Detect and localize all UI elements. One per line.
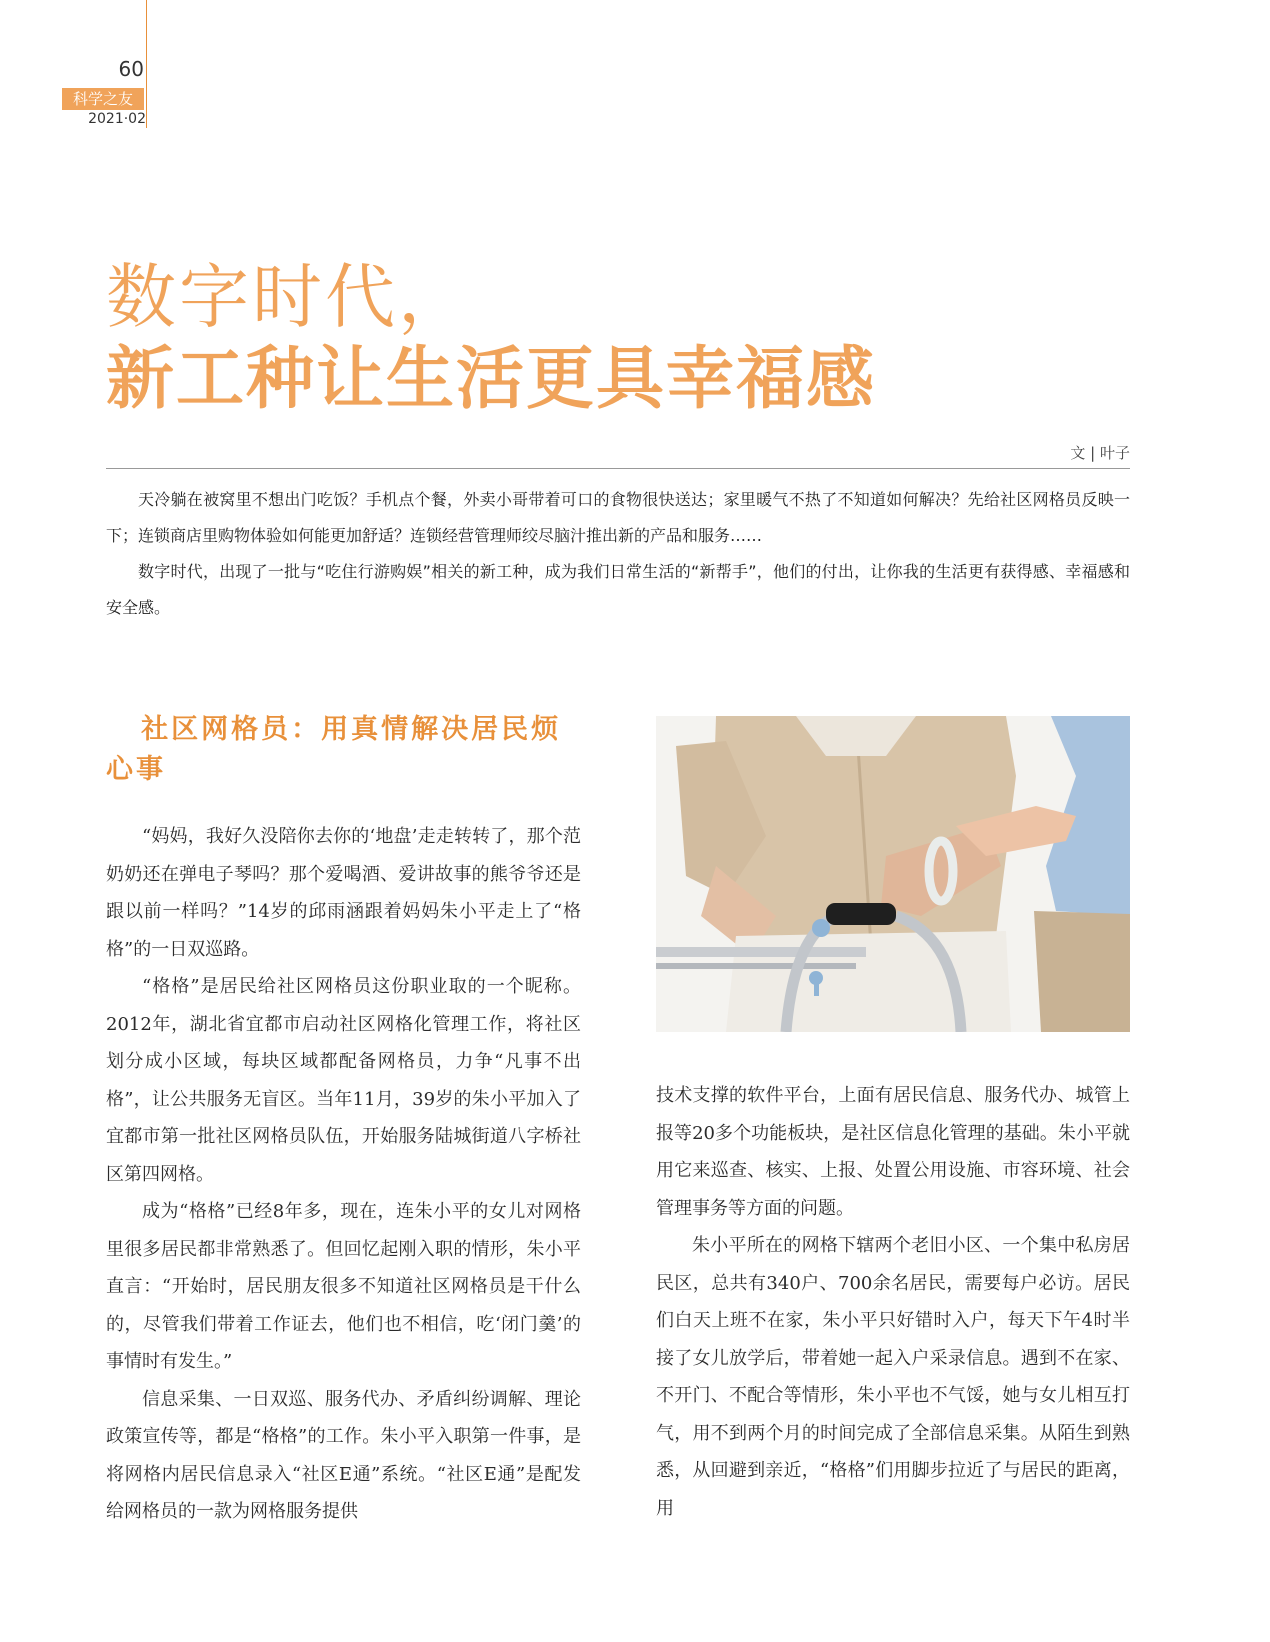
page-number: 60: [118, 57, 144, 81]
article-title-line2: 新工种让生活更具幸福感: [106, 340, 877, 419]
left-column: [106, 818, 581, 1531]
header-divider: [146, 0, 147, 128]
byline: 文 | 叶子: [1070, 444, 1130, 462]
walker-care-illustration: [656, 716, 1130, 1032]
issue-label: 2021·02: [88, 111, 146, 127]
intro-paragraph: 天冷躺在被窝里不想出门吃饭？手机点个餐，外卖小哥带着可口的食物很快送达；家里暖气不热了不知道如何解决？先给社区网格员反映一下；连锁商店里购物体验如何能更加舒适？连锁经营管理师绞尽脑汁推出新的产品和服务……: [106, 490, 1130, 545]
section-title: 社区网格员：用真情解决居民烦心事: [106, 714, 562, 785]
body-paragraph: 信息采集、一日双巡、服务代办、矛盾纠纷调解、理论政策宣传等，都是“格格”的工作。朱小平入职第一件事，是将网格内居民信息录入“社区E通”系统。“社区E通”是配发给网格员的一款为网格服务提供: [106, 1388, 581, 1522]
body-paragraph: 朱小平所在的网格下辖两个老旧小区、一个集中私房居民区，总共有340户、700余名居民，需要每户必访。居民们白天上班不在家，朱小平只好错时入户，每天下午4时半接了女儿放学后，带着她一起入户采录信息。遇到不在家、不开门、不配合等情形，朱小平也不气馁，她与女儿相互打气，用不到两个月的时间完成了全部信息采集。从陌生到熟悉，从回避到亲近，“格格”们用脚步拉近了与居民的距离，用: [656, 1235, 1130, 1519]
magazine-name-badge: 科学之友: [62, 88, 144, 110]
article-photo: [656, 716, 1130, 1032]
intro-rule: [106, 468, 1130, 469]
article-intro: [106, 482, 1130, 626]
article-title-line1: 数字时代，: [106, 256, 471, 338]
right-column: [656, 1077, 1130, 1527]
body-paragraph: “格格”是居民给社区网格员这份职业取的一个昵称。2012年，湖北省宜都市启动社区网格化管理工作，将社区划分成小区域，每块区域都配备网格员，力争“凡事不出格”，让公共服务无盲区。当年11月，39岁的朱小平加入了宜都市第一批社区网格员队伍，开始服务陆城街道八字桥社区第四网格。: [106, 976, 581, 1185]
body-paragraph: “妈妈，我好久没陪你去你的‘地盘’走走转转了，那个范奶奶还在弹电子琴吗？那个爱喝酒、爱讲故事的熊爷爷还是跟以前一样吗？”14岁的邱雨涵跟着妈妈朱小平走上了“格格”的一日双巡路。: [106, 826, 581, 960]
body-paragraph-continued: 技术支撑的软件平台，上面有居民信息、服务代办、城管上报等20多个功能板块，是社区信息化管理的基础。朱小平就用它来巡查、核实、上报、处置公用设施、市容环境、社会管理事务等方面的问题。: [656, 1085, 1130, 1219]
body-paragraph: 成为“格格”已经8年多，现在，连朱小平的女儿对网格里很多居民都非常熟悉了。但回忆起刚入职的情形，朱小平直言：“开始时，居民朋友很多不知道社区网格员是干什么的，尽管我们带着工作证去，他们也不相信，吃‘闭门羹’的事情时有发生。”: [106, 1201, 581, 1372]
intro-paragraph: 数字时代，出现了一批与“吃住行游购娱”相关的新工种，成为我们日常生活的“新帮手”，他们的付出，让你我的生活更有获得感、幸福感和安全感。: [106, 562, 1130, 617]
